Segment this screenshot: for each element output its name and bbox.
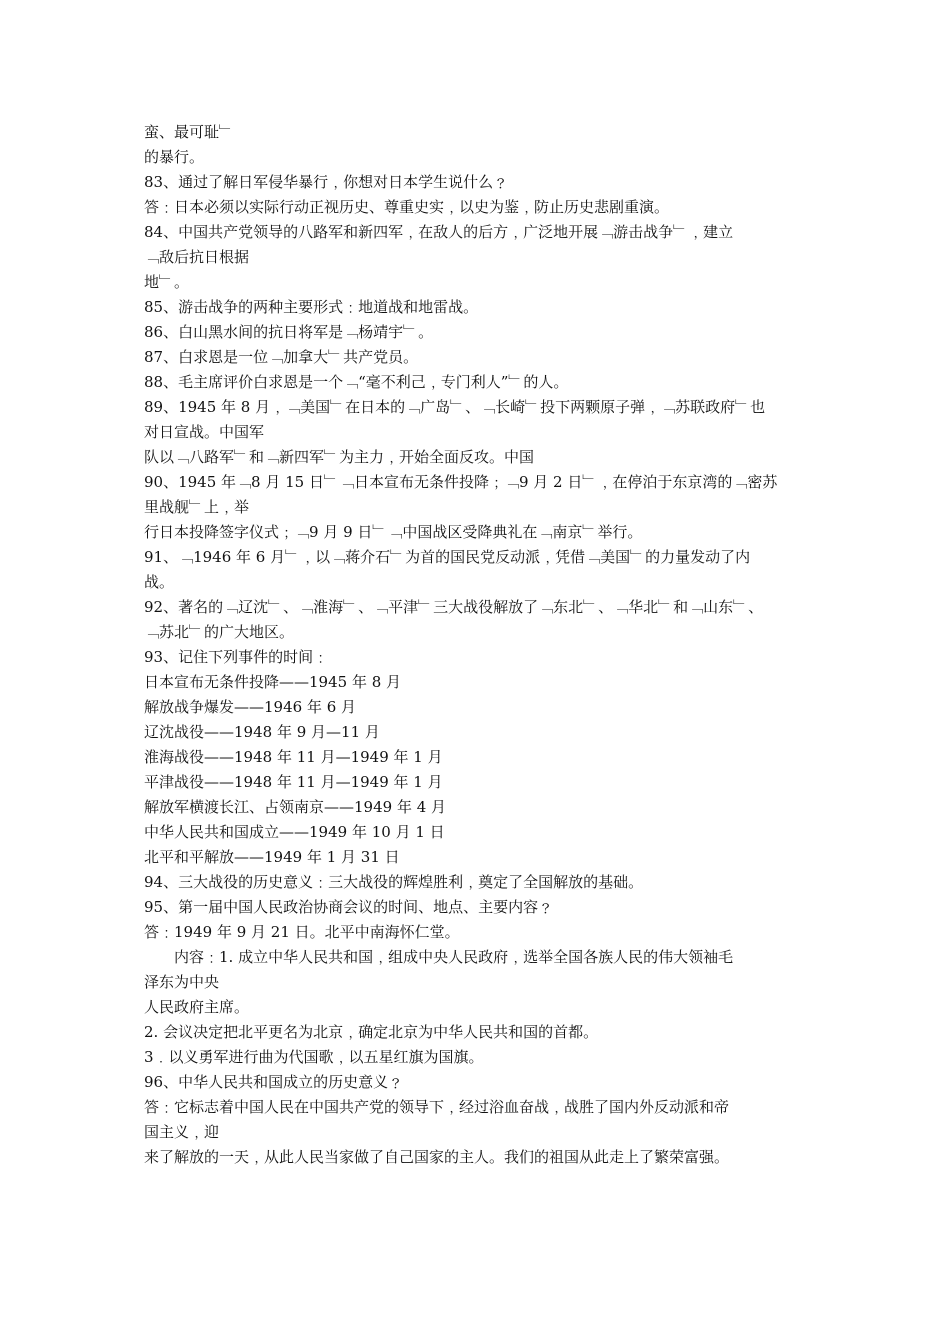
text-line: ﹁苏北﹂的广大地区。 bbox=[144, 623, 295, 641]
text-line: 84、中国共产党领导的八路军和新四军﹐在敌人的后方﹐广泛地开展﹁游击战争﹂﹐建立 bbox=[144, 223, 734, 241]
text-line: 91、﹁1946 年 6 月﹂﹐以﹁蒋介石﹂为首的国民党反动派﹐凭借﹁美国﹂的力量发动了内 bbox=[144, 548, 751, 566]
text-line: 答﹕日本必须以实际行动正视历史、尊重史实﹐以史为鉴﹐防止历史悲剧重演。 bbox=[144, 198, 670, 216]
text-line: 94、三大战役的历史意义﹕三大战役的辉煌胜利﹐奠定了全国解放的基础。 bbox=[144, 873, 644, 891]
text-line: 蛮、最可耻﹂ bbox=[144, 123, 235, 141]
text-line: 中华人民共和国成立——1949 年 10 月 1 日 bbox=[144, 823, 445, 841]
text-line: 泽东为中央 bbox=[144, 973, 220, 991]
text-line: 国主义﹐迎 bbox=[144, 1123, 220, 1141]
text-line: 89、1945 年 8 月﹐﹁美国﹂在日本的﹁广岛﹂、﹁长崎﹂投下两颗原子弹﹐﹁苏联政府﹂也 bbox=[144, 398, 766, 416]
text-line: 87、白求恩是一位﹁加拿大﹂共产党员。 bbox=[144, 348, 419, 366]
text-line: 86、白山黑水间的抗日将军是﹁杨靖宇﹂。 bbox=[144, 323, 434, 341]
text-line: ﹁敌后抗日根据 bbox=[144, 248, 250, 266]
text-line: 人民政府主席。 bbox=[144, 998, 250, 1016]
text-line: 对日宣战。中国军 bbox=[144, 423, 265, 441]
text-line: 83、通过了解日军侵华暴行﹐你想对日本学生说什么﹖ bbox=[144, 173, 509, 191]
text-line: 解放军横渡长江、占领南京——1949 年 4 月 bbox=[144, 798, 447, 816]
text-line: 内容﹕1. 成立中华人民共和国﹐组成中央人民政府﹐选举全国各族人民的伟大领袖毛 bbox=[174, 948, 734, 966]
text-line: 95、第一届中国人民政治协商会议的时间、地点、主要内容﹖ bbox=[144, 898, 554, 916]
text-line: 里战舰﹂上﹐举 bbox=[144, 498, 250, 516]
text-line: 96、中华人民共和国成立的历史意义﹖ bbox=[144, 1073, 404, 1091]
text-line: 平津战役——1948 年 11 月—1949 年 1 月 bbox=[144, 773, 443, 791]
document-body-text bbox=[144, 120, 814, 1170]
text-line: 解放战争爆发——1946 年 6 月 bbox=[144, 698, 357, 716]
text-line: 淮海战役——1948 年 11 月—1949 年 1 月 bbox=[144, 748, 443, 766]
text-line: 行日本投降签字仪式﹔﹁9 月 9 日﹂﹁中国战区受降典礼在﹁南京﹂举行。 bbox=[144, 523, 643, 541]
text-line: 辽沈战役——1948 年 9 月—11 月 bbox=[144, 723, 380, 741]
text-line: 队以﹁八路军﹂和﹁新四军﹂为主力﹐开始全面反攻。中国 bbox=[144, 448, 535, 466]
text-line: 答﹕1949 年 9 月 21 日。北平中南海怀仁堂。 bbox=[144, 923, 460, 941]
text-line: 北平和平解放——1949 年 1 月 31 日 bbox=[144, 848, 400, 866]
text-line: 90、1945 年﹁8 月 15 日﹂﹁日本宣布无条件投降﹔﹁9 月 2 日﹂﹐在停泊于东京湾的﹁密苏 bbox=[144, 473, 778, 491]
text-line: 的暴行。 bbox=[144, 148, 205, 166]
text-line: 85、游击战争的两种主要形式﹕地道战和地雷战。 bbox=[144, 298, 479, 316]
text-line: 地﹂。 bbox=[144, 273, 190, 291]
text-line: 2. 会议决定把北平更名为北京﹐确定北京为中华人民共和国的首都。 bbox=[144, 1023, 599, 1041]
text-line: 战。 bbox=[144, 573, 175, 591]
text-line: 来了解放的一天﹐从此人民当家做了自己国家的主人。我们的祖国从此走上了繁荣富强。 bbox=[144, 1148, 730, 1166]
text-line: 答﹕它标志着中国人民在中国共产党的领导下﹐经过浴血奋战﹐战胜了国内外反动派和帝 bbox=[144, 1098, 730, 1116]
text-line: 3﹒以义勇军进行曲为代国歌﹐以五星红旗为国旗。 bbox=[144, 1048, 484, 1066]
text-line: 93、记住下列事件的时间﹕ bbox=[144, 648, 329, 666]
text-line: 92、著名的﹁辽沈﹂、﹁淮海﹂、﹁平津﹂三大战役解放了﹁东北﹂、﹁华北﹂和﹁山东﹂、 bbox=[144, 598, 764, 616]
text-line: 日本宣布无条件投降——1945 年 8 月 bbox=[144, 673, 402, 691]
text-line: 88、毛主席评价白求恩是一个﹁“毫不利己﹐专门利人”﹂的人。 bbox=[144, 373, 569, 391]
